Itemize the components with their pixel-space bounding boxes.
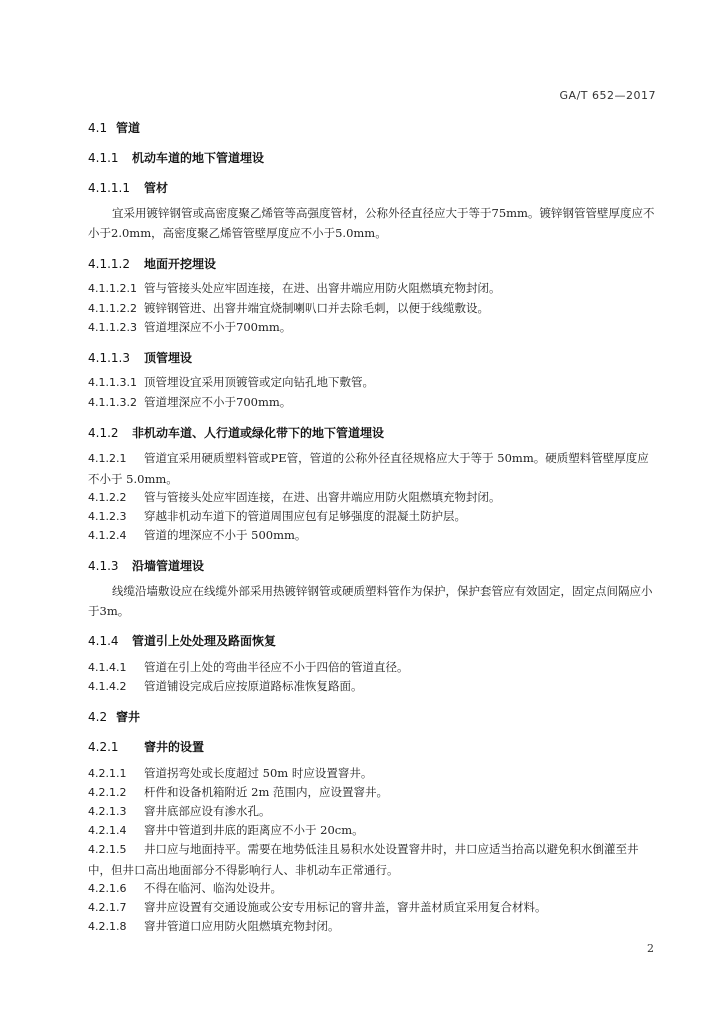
section-number: 4.1.1 [88, 151, 119, 165]
clause-text: 不得在临河、临沟处设井。 [144, 881, 282, 895]
clause-text: 管道在引上处的弯曲半径应不小于四倍的管道直径。 [144, 660, 409, 674]
paragraph-4-1-3: 线缆沿墙敷设应在线缆外部采用热镀锌钢管或硬质塑料管作为保护，保护套管应有效固定，固定点间隔应小于3m。 [88, 584, 653, 618]
section-number: 4.1.3 [88, 559, 119, 573]
clause-text: 窨井管道口应用防火阻燃填充物封闭。 [144, 919, 340, 933]
section-4-1-1-2-heading [88, 255, 216, 272]
clause-text: 管与管接头处应牢固连接，在进、出窨井端应用防火阻燃填充物封闭。 [144, 281, 501, 295]
clause-text: 管道埋深应不小于700mm。 [144, 395, 292, 409]
clause-text: 窨井应设置有交通设施或公安专用标记的窨井盖，窨井盖材质宜采用复合材料。 [144, 900, 547, 914]
clause-number: 4.1.4.2 [88, 680, 127, 693]
clause-4-1-4-2 [88, 676, 658, 697]
clause-4-2-1-1 [88, 763, 658, 784]
clause-4-1-1-2-2 [88, 298, 658, 319]
section-4-1-1-3-heading [88, 349, 192, 366]
clause-number: 4.1.2.1 [88, 452, 127, 465]
section-4-1-heading [88, 119, 140, 136]
clause-4-1-2-3 [88, 506, 658, 527]
section-number: 4.1.4 [88, 634, 119, 648]
clause-4-1-1-3-1 [88, 372, 658, 393]
clause-text: 管与管接头处应牢固连接，在进、出窨井端应用防火阻燃填充物封闭。 [144, 490, 501, 504]
clause-text: 井口应与地面持平。需要在地势低洼且易积水处设置窨井时，井口应适当抬高以避免积水倒灌至井中，但井口高出地面部分不得影响行人、非机动车正常通行。 [88, 842, 639, 877]
section-4-1-3-heading [88, 557, 204, 574]
section-number: 4.1.1.2 [88, 257, 130, 271]
clause-number: 4.1.2.2 [88, 491, 127, 504]
clause-number: 4.2.1.4 [88, 824, 127, 837]
section-title: 机动车道的地下管道埋设 [132, 151, 265, 165]
clause-number: 4.2.1.1 [88, 767, 127, 780]
clause-text: 镀锌钢管进、出窨井端宜烧制喇叭口并去除毛刺，以便于线缆敷设。 [144, 301, 489, 315]
section-title: 管道 [116, 121, 141, 135]
clause-text: 窨井底部应设有渗水孔。 [144, 804, 271, 818]
clause-4-2-1-5 [88, 839, 658, 880]
clause-number: 4.2.1.6 [88, 882, 127, 895]
section-title: 窨井 [116, 710, 141, 724]
section-number: 4.2 [88, 710, 108, 724]
clause-4-2-1-3 [88, 801, 658, 822]
clause-4-2-1-4 [88, 820, 658, 841]
clause-text: 管道埋深应不小于700mm。 [144, 320, 292, 334]
section-title: 地面开挖埋设 [144, 257, 217, 271]
section-title: 顶管埋设 [144, 351, 193, 365]
section-number: 4.2.1 [88, 740, 119, 754]
clause-number: 4.2.1.7 [88, 901, 127, 914]
section-number: 4.1.1.1 [88, 181, 130, 195]
clause-number: 4.1.2.4 [88, 529, 127, 542]
section-4-2-1-heading [88, 738, 204, 755]
section-number: 4.1.1.3 [88, 351, 130, 365]
section-4-1-1-heading [88, 149, 264, 166]
clause-4-2-1-6 [88, 878, 658, 899]
clause-4-2-1-7 [88, 897, 658, 918]
clause-4-1-2-1 [88, 448, 658, 489]
section-4-1-2-heading [88, 424, 384, 441]
clause-number: 4.2.1.8 [88, 920, 127, 933]
clause-4-2-1-8 [88, 916, 658, 937]
clause-4-2-1-2 [88, 782, 658, 803]
clause-text: 管道宜采用硬质塑料管或PE管，管道的公称外径直径规格应大于等于 50mm。硬质塑料管壁厚度应不小于 5.0mm。 [88, 451, 649, 486]
section-number: 4.1.2 [88, 426, 119, 440]
section-title: 窨井的设置 [144, 740, 205, 754]
clause-4-1-2-4 [88, 525, 658, 546]
clause-text: 窨井中管道到井底的距离应不小于 20cm。 [144, 823, 364, 837]
clause-4-1-1-3-2 [88, 392, 658, 413]
clause-number: 4.1.4.1 [88, 661, 127, 674]
clause-number: 4.1.1.2.3 [88, 321, 137, 334]
clause-number: 4.1.1.2.2 [88, 302, 137, 315]
paragraph-4-1-1-1: 宜采用镀锌钢管或高密度聚乙烯管等高强度管材，公称外径直径应大于等于75mm。镀锌钢管管壁厚度应不小于2.0mm，高密度聚乙烯管管壁厚度应不小于5.0mm。 [88, 206, 655, 240]
section-title: 非机动车道、人行道或绿化带下的地下管道埋设 [132, 426, 385, 440]
clause-number: 4.1.1.3.1 [88, 376, 137, 389]
clause-text: 穿越非机动车道下的管道周围应包有足够强度的混凝土防护层。 [144, 509, 466, 523]
section-4-1-4-heading [88, 632, 276, 649]
clause-text: 管道的埋深应不小于 500mm。 [144, 528, 307, 542]
section-title: 管材 [144, 181, 169, 195]
clause-number: 4.1.2.3 [88, 510, 127, 523]
clause-text: 管道铺设完成后应按原道路标准恢复路面。 [144, 679, 363, 693]
clause-number: 4.2.1.3 [88, 805, 127, 818]
clause-4-1-1-2-3 [88, 317, 658, 338]
clause-number: 4.2.1.2 [88, 786, 127, 799]
clause-4-1-2-2 [88, 487, 658, 508]
clause-text: 管道拐弯处或长度超过 50m 时应设置窨井。 [144, 766, 373, 780]
clause-4-1-4-1 [88, 657, 658, 678]
clause-number: 4.1.1.2.1 [88, 282, 137, 295]
section-number: 4.1 [88, 121, 108, 135]
clause-text: 杆件和设备机箱附近 2m 范围内，应设置窨井。 [144, 785, 389, 799]
document-id-header: GA/T 652—2017 [559, 89, 656, 102]
section-title: 沿墙管道埋设 [132, 559, 205, 573]
section-4-2-heading [88, 708, 140, 725]
section-title: 管道引上处处理及路面恢复 [132, 634, 277, 648]
clause-text: 顶管埋设宜采用顶镀管或定向钻孔地下敷管。 [144, 375, 374, 389]
clause-number: 4.1.1.3.2 [88, 396, 137, 409]
clause-4-1-1-2-1 [88, 278, 658, 299]
section-4-1-1-1-heading [88, 179, 168, 196]
page-number: 2 [647, 942, 654, 955]
clause-number: 4.2.1.5 [88, 843, 127, 856]
